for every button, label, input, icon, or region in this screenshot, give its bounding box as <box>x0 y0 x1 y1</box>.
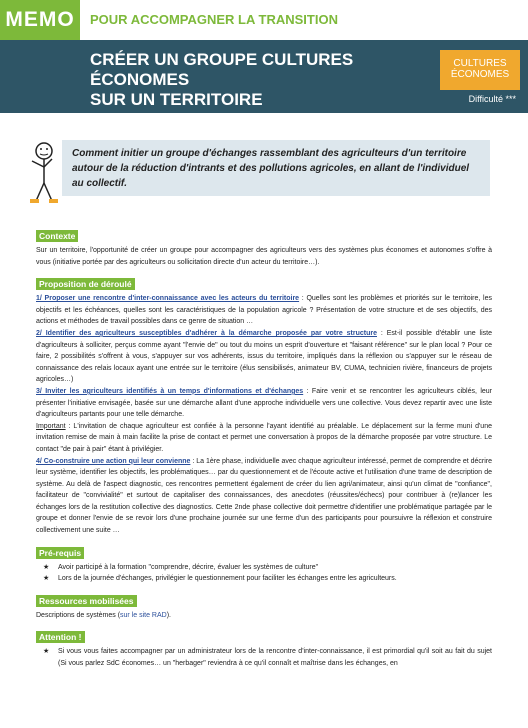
step-3-title: 3/ Inviter les agriculteurs identifiés à un temps d'informations et d'échanges <box>36 387 304 395</box>
list-item: ★ Avoir participé à la formation "comprendre, décrire, évaluer les systèmes de culture" <box>36 562 492 574</box>
title-banner <box>0 40 528 113</box>
step-4-text: : La 1ère phase, individuelle avec chaque agriculteur intéressé, permet de comprendre et décrire leur système, identifier les objectifs, les problématiques… par du questionnement et de l'écoute active et l'utilisation d'une trame de description de système. Au delà de l'aspect diagnostic, ces rencontres permettent également de créer du lien agri/animateur, ainsi qu'un climat de "confiance", facilitateur de "convivialité" et surtout de capitaliser des connaissances, des anecdotes (réussites/échecs) pour contribuer à (re)lancer les échanges lors de la restitution collective des diagnostics. Cette 2nde phase collective doit permettre d'identifier une problématique partagée par le groupe et donner l'envie de se revoir lors d'une prochaine journée sur une ferme d'un des participants pour poursuivre la réflexion et construire collectivement une suite … <box>36 457 492 535</box>
section-heading-prerequis: Pré-requis <box>36 547 84 559</box>
list-item: ★ Lors de la journée d'échanges, privilégier le questionnement pour faciliter les échanges entre les agriculteurs. <box>36 573 492 585</box>
step-2-text: : Est-il possible d'établir une liste d'agriculteurs à solliciter, perçus comme ayant "l'envie de" ou tout du moins un esprit d'ouverture et "faisant référence" sur le plan local ? Pour ce faire, 2 possibilités s'offrent à vous, s'appuyer sur vos adhérents, issus du territoire, impliqués dans la réflexion ou s'appuyer sur le réseau de connaissance des relais locaux ayant une entrée sur le territoire (élus sensibilisés, animateur BV, CUMA, technicien rivière, financeurs de projets agricoles…) <box>36 329 492 384</box>
page-title <box>90 50 420 110</box>
badge-line-1: CULTURES <box>453 58 507 69</box>
important-label: Important <box>36 422 66 430</box>
section-heading-contexte: Contexte <box>36 230 78 242</box>
memo-label: MEMO <box>0 0 80 40</box>
section-heading-proposition: Proposition de déroulé <box>36 278 135 290</box>
step-2 <box>36 328 492 386</box>
main-content <box>36 220 492 670</box>
difficulty-label: Difficulté *** <box>468 94 516 104</box>
attention-list <box>36 646 492 669</box>
step-1-title: 1/ Proposer une rencontre d'inter-connaissance avec les acteurs du territoire <box>36 295 300 303</box>
intro-box: Comment initier un groupe d'échanges rassemblant des agriculteurs d'un territoire autour de la réduction d'intrants et des pollutions agricoles, en allant de l'individuel au collectif. <box>62 140 490 196</box>
step-1-text: : Quelles sont les problèmes et priorités sur le territoire, les objectifs et les échéances, quelles sont les caractéristiques de la population agricole ? Présentation de votre structure et de ses objectifs, des actions et méthodes de travail possibles dans ce genre de situation … <box>36 295 493 326</box>
step-1 <box>36 293 492 328</box>
contexte-text: Sur un territoire, l'opportunité de créer un groupe pour accompagner des agriculteurs vers des systèmes plus économes et autonomes s'offre à vous (initiative portée par des agriculteurs ou sollicitation directe d'un acteur du territoire…). <box>36 247 492 266</box>
title-line-1: CRÉER UN GROUPE CULTURES ÉCONOMES <box>90 50 354 89</box>
list-item: ★ Si vous vous faites accompagner par un administrateur lors de la rencontre d'inter-connaissance, il est primordial qu'il soit au fait du sujet (Si vous parlez SdC économes… un "herbager" reviendra à ce qu'il connaît et maîtrise dans les échanges, en <box>36 646 492 669</box>
rad-site-link[interactable]: sur le site RAD <box>120 611 167 619</box>
ressources-text <box>36 610 492 622</box>
thinking-figure-icon <box>22 137 66 207</box>
badge-line-2: ÉCONOMES <box>450 69 510 80</box>
category-badge <box>440 50 520 90</box>
title-line-2: SUR UN TERRITOIRE <box>90 90 263 109</box>
step-4-title: 4/ Co-construire une action qui leur convienne <box>36 457 191 465</box>
step-3 <box>36 386 492 421</box>
step-2-title: 2/ Identifier des agriculteurs susceptibles d'adhérer à la démarche proposée par votre structure <box>36 329 377 337</box>
section-heading-attention: Attention ! <box>36 631 85 643</box>
important-text: : L'invitation de chaque agriculteur est confiée à la personne l'ayant identifié au préalable. Le déplacement sur la ferme muni d'une invitation remise de main à main facilite la prise de contact et permet une conversation à propos de la démarche proposée par votre structure. Le contact "de pair à pair" étant à privilégier. <box>36 422 492 453</box>
important-note <box>36 421 492 456</box>
step-3-text: : Faire venir et se rencontrer les agriculteurs ciblés, leur présenter l'initiative envisagée, basée sur une démarche allant d'une approche individuelle vers une collective. Vous devez repartir avec une liste d'agriculteurs partants pour une telle démarche. <box>36 387 492 419</box>
step-4 <box>36 456 492 537</box>
prerequis-list <box>36 562 492 585</box>
kicker: POUR ACCOMPAGNER LA TRANSITION <box>90 12 338 27</box>
ressources-text-end: ). <box>166 611 171 619</box>
ressources-text-start: Descriptions de systèmes ( <box>36 611 121 619</box>
section-heading-ressources: Ressources mobilisées <box>36 595 137 607</box>
